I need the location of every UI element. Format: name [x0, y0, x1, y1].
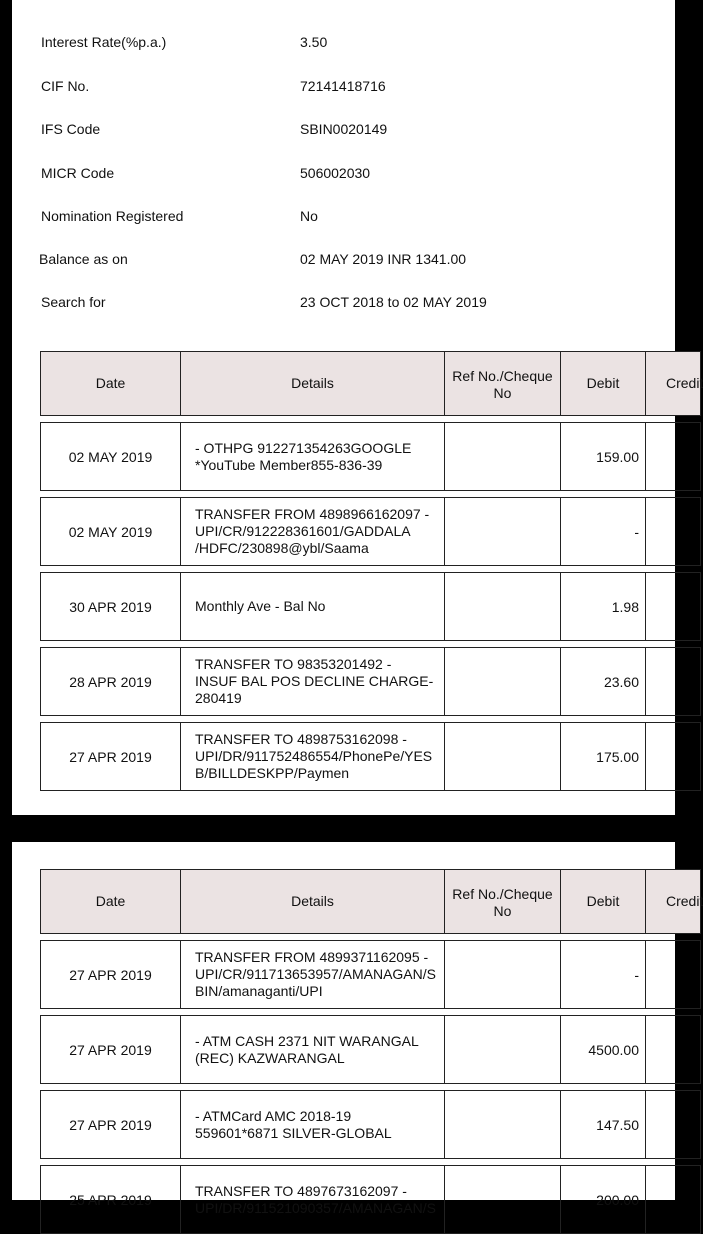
row-gap — [41, 1084, 701, 1091]
header-ref-label: Ref No./Cheque No — [452, 368, 553, 401]
table-header-row — [41, 352, 701, 416]
cell-debit: - — [561, 498, 646, 566]
cell-ref — [445, 941, 561, 1009]
info-value: No — [300, 208, 318, 224]
info-value: 506002030 — [300, 165, 371, 181]
details-line: INSUF BAL POS DECLINE CHARGE- — [195, 673, 434, 689]
header-details: Details — [181, 352, 445, 416]
header-credit — [646, 870, 701, 934]
cell-ref — [445, 1166, 561, 1234]
transactions-table-2 — [40, 869, 701, 1234]
row-gap — [41, 1009, 701, 1016]
header-ref-label: Ref No./Cheque No — [452, 886, 553, 919]
table-row — [41, 1091, 701, 1159]
cell-details — [181, 723, 445, 791]
row-gap — [41, 491, 701, 498]
info-row — [12, 165, 675, 185]
cell-credit — [646, 1091, 701, 1159]
info-value: 02 MAY 2019 INR 1341.00 — [300, 251, 467, 267]
info-value: 3.50 — [300, 34, 328, 50]
details-line: UPI/CR/912228361601/GADDALA — [195, 523, 411, 539]
details-line: UPI/DR/911752486554/PhonePe/YES — [195, 748, 433, 764]
statement-page-2 — [12, 842, 703, 1216]
cell-date: 25 APR 2019 — [41, 1166, 181, 1234]
info-row — [12, 34, 675, 54]
details-line: - ATMCard AMC 2018-19 — [195, 1107, 352, 1124]
cell-date: 27 APR 2019 — [41, 1016, 181, 1084]
info-row — [12, 251, 675, 271]
details-line: UPI/DR/911521090357/AMANAGAN/S — [195, 1199, 436, 1216]
cell-credit — [646, 498, 701, 566]
cell-details — [181, 573, 445, 641]
cell-details — [181, 423, 445, 491]
info-label: Interest Rate(%p.a.) — [41, 34, 167, 50]
cell-debit: 159.00 — [561, 423, 646, 491]
info-label: Nomination Registered — [41, 208, 184, 224]
info-row — [12, 208, 675, 228]
table-row — [41, 723, 701, 791]
row-gap-cell — [41, 566, 701, 573]
table-row — [41, 941, 701, 1009]
row-gap-cell — [41, 491, 701, 498]
row-gap-cell — [41, 1084, 701, 1091]
cell-debit: 200.00 — [561, 1166, 646, 1234]
info-value: SBIN0020149 — [300, 121, 388, 137]
row-gap — [41, 934, 701, 941]
info-value: 23 OCT 2018 to 02 MAY 2019 — [300, 294, 487, 310]
header-ref — [445, 870, 561, 934]
details-line: TRANSFER TO 98353201492 - — [195, 656, 392, 672]
info-label: Balance as on — [39, 251, 128, 267]
cell-debit: - — [561, 941, 646, 1009]
cell-debit: 175.00 — [561, 723, 646, 791]
cell-details — [181, 1091, 445, 1159]
info-row — [12, 121, 675, 141]
cell-date: 30 APR 2019 — [41, 573, 181, 641]
cell-credit — [646, 1016, 701, 1084]
table-row — [41, 1016, 701, 1084]
details-line: UPI/CR/911713653957/AMANAGAN/S — [195, 966, 436, 982]
cell-ref — [445, 423, 561, 491]
header-date: Date — [41, 870, 181, 934]
header-credit-label: Credit — [666, 893, 703, 909]
table-row — [41, 648, 701, 716]
details-line: /HDFC/230898@ybl/Saama — [195, 540, 369, 556]
row-gap-cell — [41, 1159, 701, 1166]
cell-details — [181, 498, 445, 566]
row-gap-cell — [41, 416, 701, 423]
details-line: TRANSFER FROM 4898966162097 - — [195, 506, 430, 522]
row-gap — [41, 416, 701, 423]
cell-date: 28 APR 2019 — [41, 648, 181, 716]
cell-date: 02 MAY 2019 — [41, 498, 181, 566]
details-line: TRANSFER TO 4898753162098 - — [195, 731, 407, 747]
info-label: IFS Code — [41, 121, 101, 137]
cell-date: 02 MAY 2019 — [41, 423, 181, 491]
cell-details — [181, 1166, 445, 1234]
details-line: 559601*6871 SILVER-GLOBAL — [195, 1124, 392, 1141]
header-date: Date — [41, 352, 181, 416]
cell-credit — [646, 423, 701, 491]
cell-credit — [646, 1166, 701, 1234]
cell-ref — [445, 1091, 561, 1159]
details-line: BIN/amanaganti/UPI — [195, 983, 323, 999]
info-label: CIF No. — [41, 78, 90, 94]
info-row — [12, 0, 675, 4]
details-line: TRANSFER FROM 4899371162095 - — [195, 949, 429, 965]
cell-details — [181, 941, 445, 1009]
details-line: - OTHPG 912271354263GOOGLE — [195, 439, 412, 456]
info-label: MICR Code — [41, 165, 115, 181]
info-row — [12, 294, 675, 314]
table-row — [41, 423, 701, 491]
details-line: 280419 — [195, 690, 242, 706]
cell-debit: 4500.00 — [561, 1016, 646, 1084]
header-debit: Debit — [561, 870, 646, 934]
cell-details — [181, 1016, 445, 1084]
cell-details — [181, 648, 445, 716]
cell-date: 27 APR 2019 — [41, 1091, 181, 1159]
cell-ref — [445, 1016, 561, 1084]
row-gap — [41, 641, 701, 648]
transactions-table-1 — [40, 351, 701, 791]
cell-debit: 1.98 — [561, 573, 646, 641]
table-header-row — [41, 870, 701, 934]
row-gap — [41, 1159, 701, 1166]
info-row — [12, 78, 675, 98]
cell-credit — [646, 941, 701, 1009]
cell-debit: 23.60 — [561, 648, 646, 716]
header-credit — [646, 352, 701, 416]
table-row — [41, 498, 701, 566]
cell-credit — [646, 723, 701, 791]
details-line: Monthly Ave - Bal No — [195, 598, 326, 614]
row-gap-cell — [41, 716, 701, 723]
cell-ref — [445, 723, 561, 791]
cell-debit: 147.50 — [561, 1091, 646, 1159]
details-line: TRANSFER TO 4897673162097 - — [195, 1182, 407, 1199]
details-line: (REC) KAZWARANGAL — [195, 1049, 345, 1066]
row-gap — [41, 566, 701, 573]
cell-date: 27 APR 2019 — [41, 723, 181, 791]
header-credit-label: Credit — [666, 375, 703, 391]
info-value: 72141418716 — [300, 78, 386, 94]
table-row — [41, 1166, 701, 1234]
cell-credit — [646, 648, 701, 716]
table-row — [41, 573, 701, 641]
info-label: Search for — [41, 294, 106, 310]
row-gap-cell — [41, 1009, 701, 1016]
header-details: Details — [181, 870, 445, 934]
row-gap-cell — [41, 641, 701, 648]
cell-credit — [646, 573, 701, 641]
details-line: *YouTube Member855-836-39 — [195, 456, 383, 473]
header-debit: Debit — [561, 352, 646, 416]
row-gap-cell — [41, 934, 701, 941]
statement-page-1 — [12, 0, 703, 815]
row-gap — [41, 716, 701, 723]
details-line: - ATM CASH 2371 NIT WARANGAL — [195, 1032, 419, 1049]
header-ref — [445, 352, 561, 416]
cell-date: 27 APR 2019 — [41, 941, 181, 1009]
cell-ref — [445, 573, 561, 641]
cell-ref — [445, 648, 561, 716]
details-line: B/BILLDESKPP/Paymen — [195, 765, 350, 781]
cell-ref — [445, 498, 561, 566]
